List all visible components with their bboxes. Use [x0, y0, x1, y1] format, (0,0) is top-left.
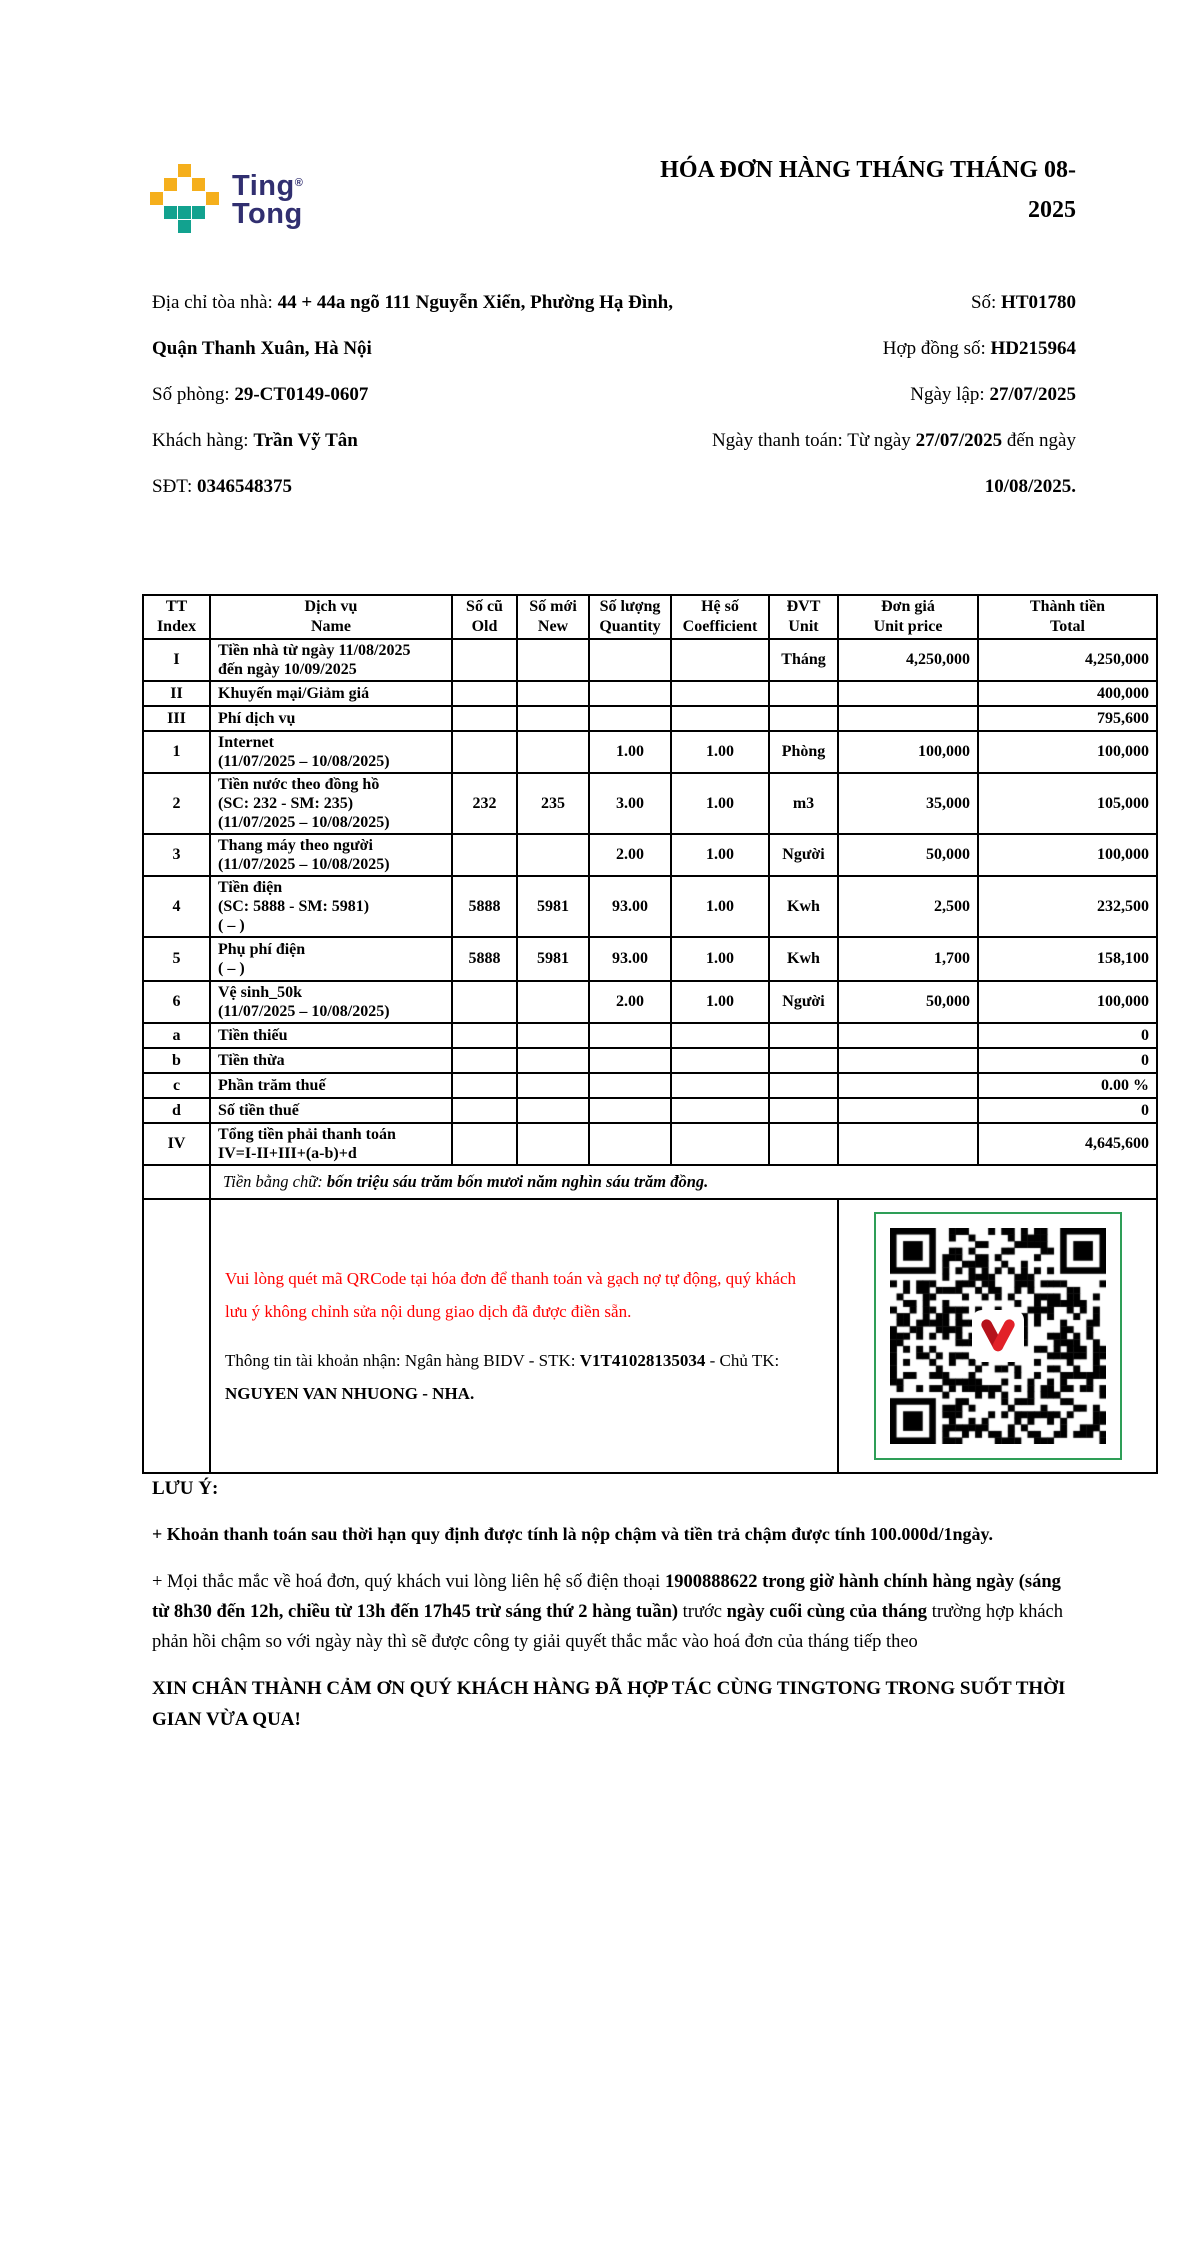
cell-unit: [769, 1073, 838, 1098]
info-value: Trần Vỹ Tân: [253, 430, 358, 451]
cell-unit-price: 50,000: [838, 834, 978, 876]
footer-notes: [152, 1478, 1078, 1735]
cell-quantity: 2.00: [589, 981, 671, 1023]
cell-coefficient: [671, 681, 769, 706]
cell-old: [452, 681, 517, 706]
qr-code-cell: [838, 1199, 1157, 1473]
cell-new: [517, 1023, 589, 1048]
column-header: ĐVT Unit: [769, 595, 838, 639]
cell-quantity: 2.00: [589, 834, 671, 876]
info-line: [152, 372, 680, 418]
text-segment: trường hợp khách phản hồi chậm so với ngày này thì sẽ được công ty giải quyết thắc mắc vào hoá đơn của tháng tiếp theo: [152, 1602, 1064, 1652]
info-label: Ngày lập:: [910, 384, 990, 405]
table-row: [143, 1123, 1157, 1165]
cell-total: 0.00 %: [978, 1073, 1157, 1098]
column-header: Dịch vụ Name: [210, 595, 452, 639]
registered-mark: ®: [294, 177, 304, 189]
cell-total: 0: [978, 1023, 1157, 1048]
customer-info-block: [152, 280, 680, 510]
cell-index: 3: [143, 834, 210, 876]
cell-total: 105,000: [978, 773, 1157, 834]
cell-index: 4: [143, 876, 210, 937]
text-segment: trước: [678, 1602, 727, 1622]
info-line: [152, 418, 680, 464]
cell-quantity: [589, 681, 671, 706]
cell-unit-price: [838, 1123, 978, 1165]
cell-service-name: Phụ phí điện ( – ): [210, 937, 452, 981]
cell-total: 0: [978, 1048, 1157, 1073]
cell-unit-price: 50,000: [838, 981, 978, 1023]
text-segment-bold: V1T41028135034: [579, 1351, 706, 1370]
cell-unit: Tháng: [769, 639, 838, 681]
cell-service-name: Phần trăm thuế: [210, 1073, 452, 1098]
cell-new: 5981: [517, 876, 589, 937]
empty-cell: [143, 1199, 210, 1473]
cell-old: [452, 706, 517, 731]
cell-unit-price: 35,000: [838, 773, 978, 834]
cell-coefficient: 1.00: [671, 731, 769, 773]
cell-new: [517, 1048, 589, 1073]
cell-service-name: Tiền thừa: [210, 1048, 452, 1073]
column-header: Số cũ Old: [452, 595, 517, 639]
cell-quantity: [589, 706, 671, 731]
table-row: [143, 981, 1157, 1023]
cell-quantity: [589, 1098, 671, 1123]
cell-coefficient: [671, 1123, 769, 1165]
table-header-row: [143, 595, 1157, 639]
cell-index: 1: [143, 731, 210, 773]
column-header: Hệ số Coefficient: [671, 595, 769, 639]
logo-pixel: [178, 164, 191, 177]
logo-pixel: [178, 220, 191, 233]
info-line: [644, 326, 1076, 372]
text-segment-bold: 10/08/2025.: [984, 476, 1076, 497]
cell-index: a: [143, 1023, 210, 1048]
text-segment: Ngày thanh toán: Từ ngày: [711, 430, 916, 451]
cell-index: d: [143, 1098, 210, 1123]
thank-you-note: XIN CHÂN THÀNH CẢM ƠN QUÝ KHÁCH HÀNG ĐÃ HỢP TÁC CÙNG TINGTONG TRONG SUỐT THỜI GIAN VỪA QUA!: [152, 1678, 1066, 1730]
cell-quantity: 93.00: [589, 876, 671, 937]
cell-coefficient: [671, 706, 769, 731]
cell-index: IV: [143, 1123, 210, 1165]
cell-new: [517, 1098, 589, 1123]
cell-service-name: Số tiền thuế: [210, 1098, 452, 1123]
cell-total: 4,250,000: [978, 639, 1157, 681]
cell-quantity: 1.00: [589, 731, 671, 773]
cell-index: 6: [143, 981, 210, 1023]
table-row: [143, 1098, 1157, 1123]
info-line: [644, 418, 1076, 510]
cell-quantity: [589, 1048, 671, 1073]
text-segment: - Chủ TK:: [705, 1351, 780, 1370]
cell-quantity: [589, 1023, 671, 1048]
cell-old: [452, 731, 517, 773]
info-label: SĐT:: [152, 476, 197, 497]
cell-unit-price: 4,250,000: [838, 639, 978, 681]
cell-old: [452, 639, 517, 681]
info-value: 29-CT0149-0607: [234, 384, 369, 405]
cell-new: [517, 1073, 589, 1098]
cell-service-name: Thang máy theo người (11/07/2025 – 10/08/2025): [210, 834, 452, 876]
amount-in-words-value: bốn triệu sáu trăm bốn mươi năm nghìn sáu trăm đồng.: [326, 1172, 709, 1191]
logo-pixel: [164, 206, 177, 219]
cell-unit: [769, 1123, 838, 1165]
cell-unit-price: 1,700: [838, 937, 978, 981]
column-header: Thành tiền Total: [978, 595, 1157, 639]
cell-service-name: Tổng tiền phải thanh toán IV=I-II+III+(a-b)+d: [210, 1123, 452, 1165]
info-label: Địa chỉ tòa nhà:: [152, 292, 278, 313]
cell-total: 4,645,600: [978, 1123, 1157, 1165]
column-header: Đơn giá Unit price: [838, 595, 978, 639]
cell-coefficient: [671, 1048, 769, 1073]
cell-quantity: 93.00: [589, 937, 671, 981]
table-row: [143, 706, 1157, 731]
cell-new: [517, 681, 589, 706]
table-row: [143, 937, 1157, 981]
info-line: [152, 464, 680, 510]
column-header: TT Index: [143, 595, 210, 639]
text-segment-bold: 1900888622: [664, 1572, 758, 1592]
table-row: [143, 1048, 1157, 1073]
cell-service-name: Tiền thiếu: [210, 1023, 452, 1048]
cell-unit: Kwh: [769, 876, 838, 937]
cell-service-name: Phí dịch vụ: [210, 706, 452, 731]
cell-service-name: Tiền nhà từ ngày 11/08/2025 đến ngày 10/09/2025: [210, 639, 452, 681]
cell-total: 100,000: [978, 834, 1157, 876]
cell-index: b: [143, 1048, 210, 1073]
cell-total: 100,000: [978, 731, 1157, 773]
hotline-note: [152, 1567, 1078, 1657]
info-line: [644, 372, 1076, 418]
cell-unit: Người: [769, 834, 838, 876]
info-label: Số:: [970, 292, 1002, 313]
table-row: [143, 1073, 1157, 1098]
cell-unit-price: [838, 706, 978, 731]
info-value: HT01780: [1001, 292, 1076, 313]
cell-new: 235: [517, 773, 589, 834]
cell-total: 400,000: [978, 681, 1157, 706]
amount-in-words-row: [143, 1165, 1157, 1199]
logo-pixel: [192, 178, 205, 191]
cell-new: [517, 706, 589, 731]
cell-old: [452, 834, 517, 876]
table-row: [143, 876, 1157, 937]
tingtong-logo-icon: [150, 164, 219, 233]
table-row: [143, 731, 1157, 773]
logo-pixel: [178, 206, 191, 219]
cell-coefficient: [671, 1098, 769, 1123]
cell-old: 232: [452, 773, 517, 834]
cell-unit-price: [838, 681, 978, 706]
table-row: [143, 834, 1157, 876]
qr-center-v-logo: [972, 1310, 1024, 1362]
logo-pixel: [192, 206, 205, 219]
cell-quantity: [589, 1123, 671, 1165]
cell-unit: Kwh: [769, 937, 838, 981]
cell-coefficient: [671, 1073, 769, 1098]
cell-new: [517, 834, 589, 876]
cell-old: [452, 1073, 517, 1098]
cell-coefficient: 1.00: [671, 981, 769, 1023]
late-payment-note: + Khoản thanh toán sau thời hạn quy định được tính là nộp chậm và tiền trả chậm được tính 100.000d/1ngày.: [152, 1524, 993, 1544]
cell-quantity: 3.00: [589, 773, 671, 834]
cell-unit: [769, 681, 838, 706]
amount-in-words-label: Tiền bằng chữ:: [223, 1172, 327, 1191]
cell-total: 100,000: [978, 981, 1157, 1023]
cell-old: [452, 981, 517, 1023]
column-header: Số lượng Quantity: [589, 595, 671, 639]
cell-new: 5981: [517, 937, 589, 981]
cell-unit-price: 2,500: [838, 876, 978, 937]
cell-total: 232,500: [978, 876, 1157, 937]
logo-pixel: [206, 192, 219, 205]
cell-unit: [769, 1048, 838, 1073]
logo-pixel: [150, 192, 163, 205]
text-segment: đến ngày: [1002, 430, 1076, 451]
cell-coefficient: 1.00: [671, 937, 769, 981]
cell-old: [452, 1048, 517, 1073]
cell-unit-price: [838, 1098, 978, 1123]
notes-heading: LƯU Ý:: [152, 1478, 219, 1499]
payment-instructions-cell: [210, 1199, 838, 1473]
cell-coefficient: 1.00: [671, 773, 769, 834]
info-value: HD215964: [990, 338, 1076, 359]
cell-unit-price: [838, 1023, 978, 1048]
cell-unit: m3: [769, 773, 838, 834]
cell-coefficient: 1.00: [671, 876, 769, 937]
cell-total: 795,600: [978, 706, 1157, 731]
info-label: Hợp đồng số:: [882, 338, 991, 359]
amount-in-words-cell: [210, 1165, 1157, 1199]
cell-total: 158,100: [978, 937, 1157, 981]
cell-index: 2: [143, 773, 210, 834]
cell-old: [452, 1123, 517, 1165]
cell-quantity: [589, 639, 671, 681]
info-line: [644, 280, 1076, 326]
logo-pixel: [164, 178, 177, 191]
text-segment: Thông tin tài khoản nhận: Ngân hàng BIDV - STK:: [225, 1351, 580, 1370]
info-line: [152, 280, 680, 372]
cell-service-name: Internet (11/07/2025 – 10/08/2025): [210, 731, 452, 773]
info-value: 0346548375: [196, 476, 292, 497]
cell-unit: Người: [769, 981, 838, 1023]
cell-coefficient: [671, 639, 769, 681]
table-row: [143, 773, 1157, 834]
text-segment-bold: trong giờ hành chính hàng ngày (sáng từ 8h30 đến 12h, chiều từ 13h đến 17h45 trừ sáng thứ 2 hàng tuần): [152, 1572, 1061, 1622]
invoice-title: HÓA ĐƠN HÀNG THÁNG THÁNG 08-2025: [660, 157, 1076, 223]
text-segment-bold: 27/07/2025: [915, 430, 1003, 451]
cell-service-name: Tiền điện (SC: 5888 - SM: 5981) ( – ): [210, 876, 452, 937]
cell-coefficient: 1.00: [671, 834, 769, 876]
bank-account-info: [225, 1344, 817, 1410]
cell-new: [517, 731, 589, 773]
cell-new: [517, 639, 589, 681]
text-segment-bold: ngày cuối cùng của tháng: [726, 1602, 928, 1622]
cell-coefficient: [671, 1023, 769, 1048]
cell-old: 5888: [452, 937, 517, 981]
cell-old: 5888: [452, 876, 517, 937]
cell-new: [517, 981, 589, 1023]
cell-unit-price: [838, 1048, 978, 1073]
cell-quantity: [589, 1073, 671, 1098]
cell-service-name: Vệ sinh_50k (11/07/2025 – 10/08/2025): [210, 981, 452, 1023]
cell-index: c: [143, 1073, 210, 1098]
text-segment: + Mọi thắc mắc về hoá đơn, quý khách vui lòng liên hệ số điện thoại: [152, 1572, 665, 1592]
cell-service-name: Khuyến mại/Giảm giá: [210, 681, 452, 706]
column-header: Số mới New: [517, 595, 589, 639]
empty-cell: [143, 1165, 210, 1199]
cell-index: I: [143, 639, 210, 681]
cell-index: 5: [143, 937, 210, 981]
text-segment-bold: NGUYEN VAN NHUONG - NHA.: [225, 1384, 475, 1403]
cell-service-name: Tiền nước theo đồng hồ (SC: 232 - SM: 235) (11/07/2025 – 10/08/2025): [210, 773, 452, 834]
tingtong-logo-text: Ting® Tong: [232, 170, 304, 230]
cell-old: [452, 1023, 517, 1048]
cell-unit: [769, 1023, 838, 1048]
cell-index: III: [143, 706, 210, 731]
qr-payment-note: Vui lòng quét mã QRCode tại hóa đơn để thanh toán và gạch nợ tự động, quý khách lưu ý không chỉnh sửa nội dung giao dịch đã được điền sẵn.: [225, 1269, 797, 1321]
table-row: [143, 1023, 1157, 1048]
cell-unit: [769, 1098, 838, 1123]
invoice-meta-block: [644, 280, 1076, 510]
info-label: Khách hàng:: [152, 430, 254, 451]
cell-old: [452, 1098, 517, 1123]
cell-unit: Phòng: [769, 731, 838, 773]
cell-unit-price: 100,000: [838, 731, 978, 773]
cell-total: 0: [978, 1098, 1157, 1123]
qr-code: [874, 1212, 1122, 1460]
cell-unit-price: [838, 1073, 978, 1098]
tingtong-logo: [150, 164, 303, 233]
cell-unit: [769, 706, 838, 731]
table-row: [143, 639, 1157, 681]
table-row: [143, 681, 1157, 706]
cell-index: II: [143, 681, 210, 706]
info-value: 27/07/2025: [989, 384, 1076, 405]
info-label: Số phòng:: [152, 384, 235, 405]
cell-new: [517, 1123, 589, 1165]
invoice-table: [142, 594, 1158, 1474]
qr-row: [143, 1199, 1157, 1473]
info-value: 44 + 44a ngõ 111 Nguyễn Xiển, Phường Hạ Đình, Quận Thanh Xuân, Hà Nội: [152, 292, 673, 359]
